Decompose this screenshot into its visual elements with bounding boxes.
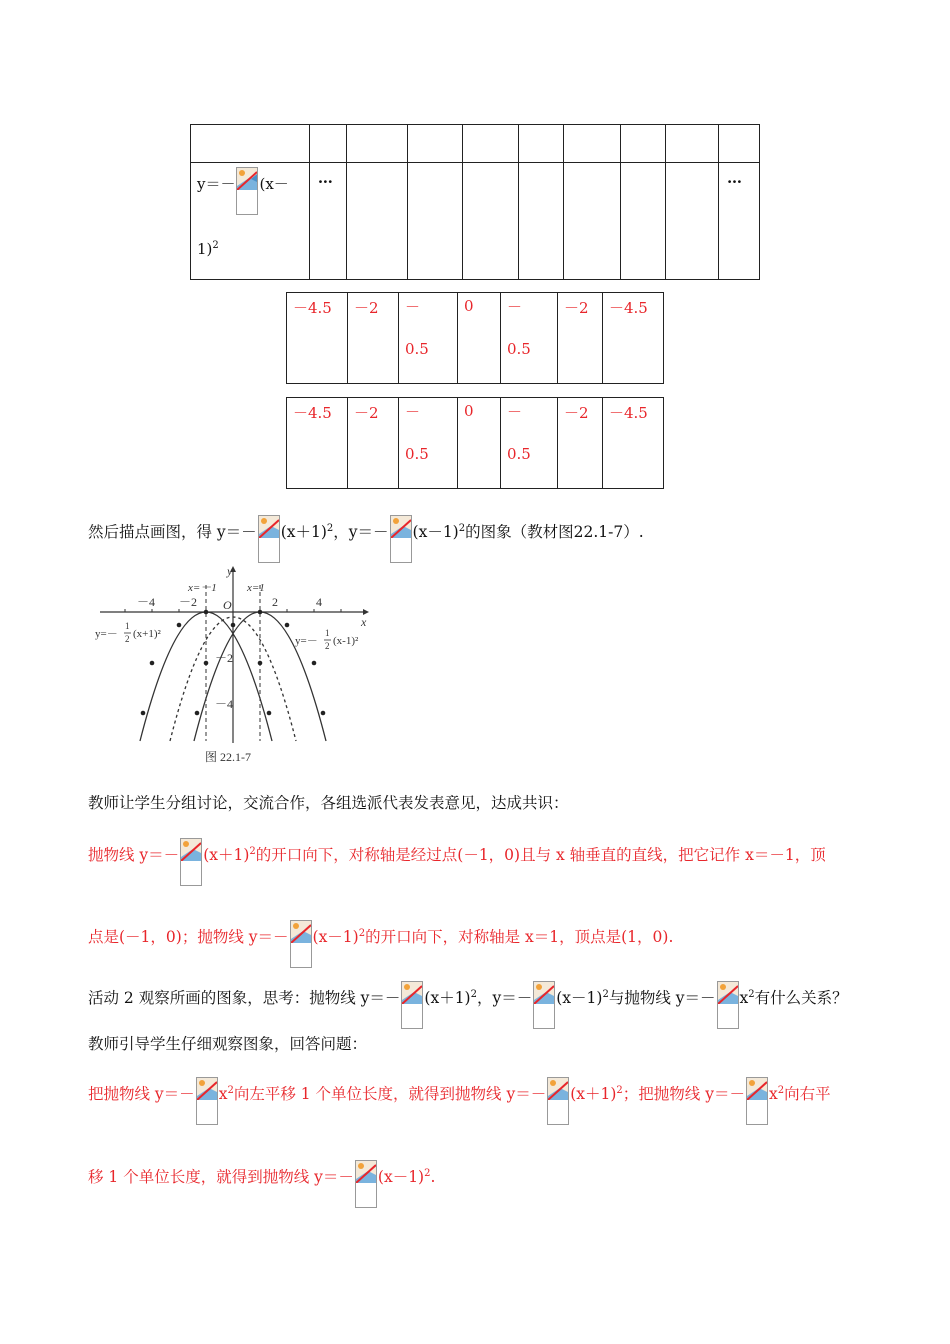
text: x xyxy=(218,1085,228,1103)
label-text: y＝－ xyxy=(197,175,236,193)
formula-image-icon xyxy=(355,1160,377,1208)
formula-image-icon xyxy=(258,515,280,563)
table-cell xyxy=(348,293,399,384)
cell-value: 0.5 xyxy=(507,445,531,463)
origin-label: O xyxy=(223,598,232,612)
frac-num: 1 xyxy=(325,628,330,638)
text: ，y＝－ xyxy=(333,523,389,541)
text: (x＋1) xyxy=(424,989,471,1007)
point xyxy=(312,661,317,666)
point xyxy=(285,623,290,628)
table-cell xyxy=(621,163,666,280)
line-label-left: x=－1 xyxy=(188,582,217,594)
table-cell xyxy=(462,163,519,280)
cell-value: －4.5 xyxy=(609,404,648,422)
curve-label-left: y=－ xyxy=(95,628,118,640)
curve-label-left-tail: (x+1)² xyxy=(133,628,161,640)
table-cell xyxy=(346,163,407,280)
curve-label-right: y=－ xyxy=(295,635,318,647)
text: 的图象（教材图22.1-7）. xyxy=(465,523,644,541)
formula-image-icon xyxy=(236,167,258,215)
x-axis-label: x xyxy=(361,615,367,629)
superscript: 2 xyxy=(616,1085,623,1096)
cell-value: － xyxy=(507,403,523,421)
label-text: 1) xyxy=(197,240,213,258)
text: x xyxy=(768,1085,778,1103)
cell-value: 0 xyxy=(464,402,474,420)
formula-image-icon xyxy=(290,920,312,968)
text: 活动 2 观察所画的图象，思考：抛物线 y＝－ xyxy=(88,989,401,1007)
text: 教师让学生分组讨论，交流合作，各组选派代表发表意见，达成共识： xyxy=(88,794,569,812)
table-cell xyxy=(399,293,458,384)
table-cell xyxy=(666,125,719,163)
table-cell xyxy=(501,293,558,384)
text: 然后描点画图，得 y＝－ xyxy=(88,523,257,541)
superscript: 2 xyxy=(212,240,219,251)
table-cell xyxy=(718,163,759,280)
text: 与抛物线 y＝－ xyxy=(608,989,716,1007)
formula-image-icon xyxy=(717,981,739,1029)
text: 把抛物线 y＝－ xyxy=(88,1085,195,1103)
point xyxy=(258,610,263,615)
cell-value: 0.5 xyxy=(507,340,531,358)
x-tick-label: 4 xyxy=(316,595,322,609)
table-cell xyxy=(603,293,664,384)
text: 有什么关系？ xyxy=(754,989,848,1007)
cell-value: － xyxy=(507,298,523,316)
table-cell xyxy=(407,163,462,280)
superscript: 2 xyxy=(458,523,466,534)
answer-table-2 xyxy=(286,397,664,489)
text: (x－1) xyxy=(556,989,603,1007)
superscript: 2 xyxy=(748,989,755,1000)
paragraph-draw-graph xyxy=(88,515,644,563)
table-cell xyxy=(309,125,346,163)
table-cell xyxy=(501,398,558,489)
point xyxy=(195,711,200,716)
table-cell xyxy=(348,398,399,489)
table-cell xyxy=(309,163,346,280)
table-cell xyxy=(666,163,719,280)
curve-label-right-tail: (x-1)² xyxy=(333,635,359,647)
cell-value: 0.5 xyxy=(405,340,429,358)
cell-value: － xyxy=(405,403,421,421)
point xyxy=(150,661,155,666)
point xyxy=(267,711,272,716)
frac-den: 2 xyxy=(325,641,330,651)
formula-image-icon xyxy=(390,515,412,563)
y-tick-label: －4 xyxy=(215,697,234,711)
superscript: 2 xyxy=(227,1085,234,1096)
paragraph-consensus-1 xyxy=(88,838,826,886)
row-label-cell xyxy=(191,163,310,280)
x-tick-label: －2 xyxy=(179,595,198,609)
label-text: (x－ xyxy=(259,175,289,193)
ellipsis: … xyxy=(317,169,333,187)
text: 点是(－1，0)；抛物线 y＝－ xyxy=(88,928,289,946)
superscript: 2 xyxy=(602,989,609,1000)
text: ；把抛物线 y＝－ xyxy=(622,1085,745,1103)
point xyxy=(258,661,263,666)
text: (x－1) xyxy=(312,928,359,946)
table-cell xyxy=(458,398,501,489)
value-table-header xyxy=(190,124,760,280)
table-cell xyxy=(519,125,564,163)
cell-value: 0.5 xyxy=(405,445,429,463)
text: (x＋1) xyxy=(280,523,327,541)
cell-value: －2 xyxy=(564,404,589,422)
cell-value: －2 xyxy=(354,299,379,317)
table-cell xyxy=(287,293,348,384)
text: (x－1) xyxy=(412,523,459,541)
y-axis-label: y xyxy=(227,564,233,578)
table-cell xyxy=(519,163,564,280)
formula-image-icon xyxy=(547,1077,569,1125)
x-tick-label: 2 xyxy=(272,595,278,609)
text: (x＋1) xyxy=(570,1085,617,1103)
table-cell xyxy=(558,398,603,489)
frac-num: 1 xyxy=(125,621,130,631)
table-cell xyxy=(558,293,603,384)
line-label-right: x=1 xyxy=(247,582,265,594)
formula-image-icon xyxy=(196,1077,218,1125)
table-cell xyxy=(407,125,462,163)
text: (x＋1) xyxy=(203,846,250,864)
paragraph-answer-1 xyxy=(88,1077,831,1125)
point xyxy=(321,711,326,716)
table-cell xyxy=(462,125,519,163)
table-cell xyxy=(564,163,621,280)
cell-value: －4.5 xyxy=(293,299,332,317)
table-cell xyxy=(191,125,310,163)
text: ，y＝－ xyxy=(476,989,533,1007)
text: 向右平 xyxy=(784,1085,831,1103)
text: 的开口向下，对称轴是 x＝1，顶点是(1，0). xyxy=(365,928,674,946)
table-cell xyxy=(458,293,501,384)
point xyxy=(231,623,236,628)
point xyxy=(141,711,146,716)
paragraph-activity-2 xyxy=(88,981,848,1029)
cell-value: －2 xyxy=(564,299,589,317)
point xyxy=(177,623,182,628)
text: x xyxy=(739,989,749,1007)
table-cell xyxy=(564,125,621,163)
table-cell xyxy=(718,125,759,163)
figure-background xyxy=(95,563,385,768)
figure-caption: 图 22.1-7 xyxy=(205,750,251,764)
cell-value: 0 xyxy=(464,297,474,315)
table-cell xyxy=(399,398,458,489)
text: 抛物线 y＝－ xyxy=(88,846,180,864)
paragraph-teacher-guide xyxy=(88,1032,367,1054)
paragraph-consensus-2 xyxy=(88,920,673,968)
table-cell xyxy=(287,398,348,489)
cell-value: －4.5 xyxy=(293,404,332,422)
ellipsis: … xyxy=(726,169,742,187)
parabola-figure xyxy=(95,563,385,768)
paragraph-discussion xyxy=(88,791,569,813)
cell-value: －4.5 xyxy=(609,299,648,317)
cell-value: －2 xyxy=(354,404,379,422)
text: 教师引导学生仔细观察图象，回答问题： xyxy=(88,1035,368,1053)
text: (x－1) xyxy=(377,1168,425,1186)
formula-image-icon xyxy=(180,838,202,886)
paragraph-answer-2 xyxy=(88,1160,435,1208)
superscript: 2 xyxy=(777,1085,785,1096)
point xyxy=(204,610,209,615)
superscript: 2 xyxy=(358,928,366,939)
table-cell xyxy=(346,125,407,163)
text: 移 1 个单位长度，就得到抛物线 y＝－ xyxy=(88,1168,354,1186)
text: 向左平移 1 个单位长度，就得到抛物线 y＝－ xyxy=(233,1085,547,1103)
formula-image-icon xyxy=(401,981,423,1029)
formula-image-icon xyxy=(746,1077,768,1125)
answer-table-1 xyxy=(286,292,664,384)
table-cell xyxy=(621,125,666,163)
x-tick-label: －4 xyxy=(137,595,156,609)
text: . xyxy=(430,1168,436,1186)
cell-value: － xyxy=(405,298,421,316)
superscript: 2 xyxy=(326,523,334,534)
table-cell xyxy=(603,398,664,489)
superscript: 2 xyxy=(249,846,256,857)
formula-image-icon xyxy=(533,981,555,1029)
text: 的开口向下，对称轴是经过点(－1，0)且与 x 轴垂直的直线，把它记作 x＝－1，顶 xyxy=(255,846,826,864)
point xyxy=(204,661,209,666)
y-tick-label: －2 xyxy=(215,651,234,665)
superscript: 2 xyxy=(424,1168,431,1179)
frac-den: 2 xyxy=(125,634,130,644)
superscript: 2 xyxy=(470,989,477,1000)
